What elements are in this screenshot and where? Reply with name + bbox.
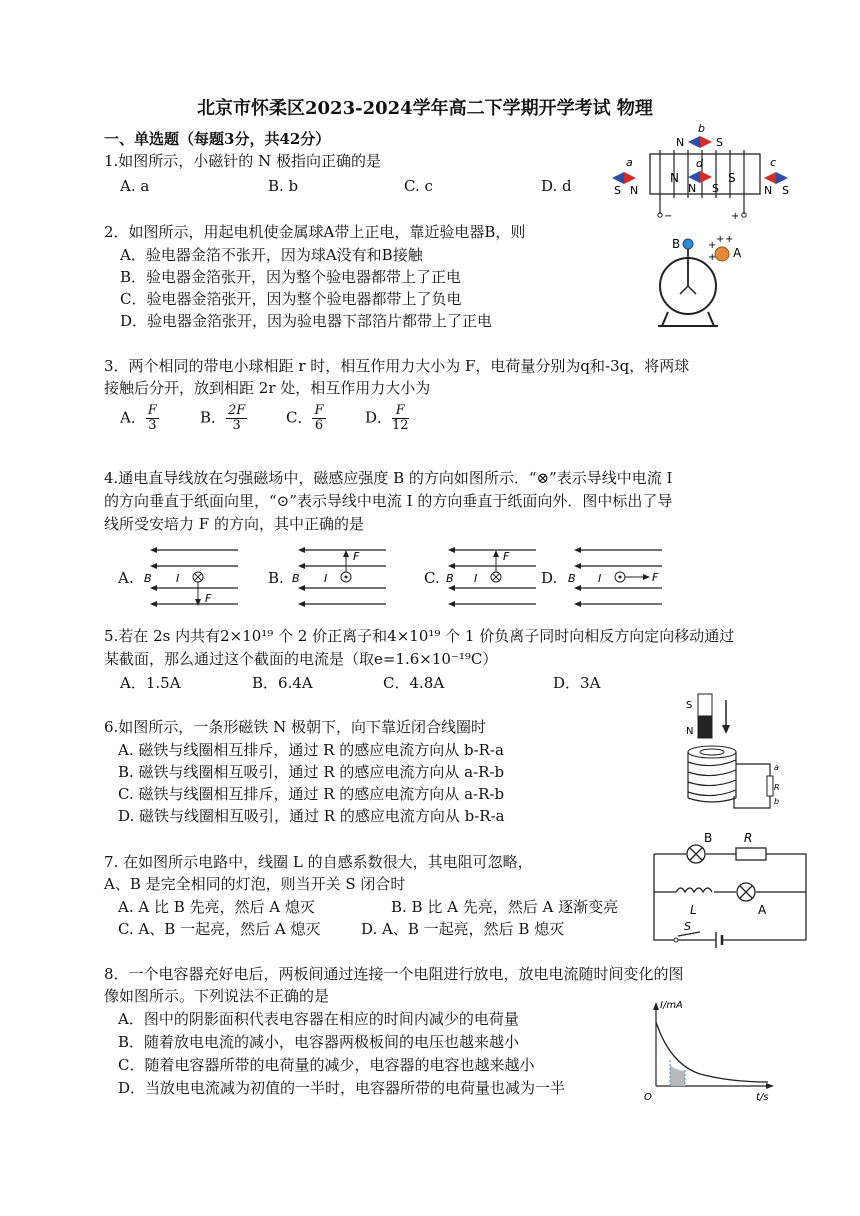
svg-text:b: b: [698, 122, 705, 135]
svg-text:S: S: [684, 920, 691, 933]
svg-text:B: B: [672, 237, 681, 251]
q4-figure-b: [290, 544, 390, 608]
svg-text:B: B: [144, 572, 152, 585]
q7-option-a: A. A 比 B 先亮，然后 A 熄灭: [118, 898, 315, 916]
q3-option-d: D． $\frac{F}{12}$: [365, 403, 409, 433]
svg-text:N: N: [630, 184, 639, 197]
svg-text:I: I: [176, 572, 180, 585]
q3-option-b: B． $\frac{2F}{3}$: [200, 403, 246, 433]
q6-stem: 6.如图所示，一条形磁铁 N 极朝下，向下靠近闭合线圈时: [104, 718, 486, 736]
q7-stem-line2: A、B 是完全相同的灯泡，则当开关 S 闭合时: [104, 875, 406, 893]
q4-figure-a: [142, 544, 242, 608]
q6-option-a: A. 磁铁与线圈相互排斥，通过 R 的感应电流方向从 b-R-a: [118, 741, 504, 759]
svg-text:I: I: [598, 572, 602, 585]
svg-text:S: S: [614, 184, 621, 197]
svg-text:S: S: [728, 171, 736, 185]
q8-option-a: A．图中的阴影面积代表电容器在相应的时间内减少的电荷量: [118, 1010, 519, 1028]
compass-needle-a: [612, 172, 636, 184]
svg-text:F: F: [652, 571, 659, 584]
svg-text:a: a: [626, 156, 633, 169]
svg-text:A: A: [758, 903, 767, 917]
q8-option-c: C．随着电容器所带的电荷量的减少，电容器的电容也越来越小: [118, 1056, 535, 1074]
compass-needle-c: [764, 172, 788, 184]
q4-stem-line1: 4.通电直导线放在匀强磁场中，磁感应强度 B 的方向如图所示．“⊗”表示导线中电流 I: [104, 469, 673, 487]
q4-stem-line3: 线所受安培力 F 的方向，其中正确的是: [104, 515, 364, 533]
svg-text:L: L: [690, 903, 697, 917]
compass-needle-b: [688, 136, 712, 148]
q2-option-c: C．验电器金箔张开，因为整个验电器都带上了负电: [120, 290, 462, 308]
svg-text:F: F: [503, 550, 510, 563]
svg-text:+: +: [708, 240, 717, 251]
svg-text:c: c: [770, 156, 777, 169]
q4-figure-c: [440, 544, 540, 608]
svg-text:+: +: [716, 234, 725, 245]
q6-option-d: D. 磁铁与线圈相互吸引，通过 R 的感应电流方向从 b-R-a: [118, 807, 505, 825]
svg-text:S: S: [686, 700, 693, 711]
svg-text:R: R: [744, 832, 753, 845]
svg-text:B: B: [446, 572, 454, 585]
q2-option-a: A．验电器金箔不张开，因为球A没有和B接触: [120, 246, 423, 264]
q6-magnet-coil-figure: [672, 690, 782, 818]
svg-text:O: O: [644, 1092, 652, 1103]
svg-text:+: +: [725, 234, 734, 245]
q5-stem-line2: 某截面，那么通过这个截面的电流是（取e=1.6×10⁻¹⁹C）: [104, 650, 498, 668]
svg-text:I/mA: I/mA: [660, 1000, 683, 1011]
svg-text:d: d: [696, 157, 703, 170]
svg-text:+: +: [708, 252, 717, 263]
q5-option-a: A．1.5A: [120, 674, 181, 692]
section-heading: 一、单选题（每题3分，共42分）: [104, 130, 331, 148]
svg-text:N: N: [676, 136, 685, 149]
q1-solenoid-figure: [612, 122, 800, 222]
q2-option-d: D．验电器金箔张开，因为验电器下部箔片都带上了正电: [120, 312, 493, 330]
q1-option-a: A. a: [120, 177, 150, 195]
svg-text:B: B: [568, 572, 576, 585]
q3-option-c: C． $\frac{F}{6}$: [286, 403, 324, 433]
q1-fig-plus: +: [731, 211, 740, 222]
q4-stem-line2: 的方向垂直于纸面向里，“⊙”表示导线中电流 I 的方向垂直于纸面向外．图中标出了导: [104, 492, 673, 510]
svg-text:N: N: [688, 182, 697, 195]
q4-option-c-label: C.: [424, 569, 440, 587]
q1-fig-minus: −: [664, 211, 673, 222]
shaded-area: [670, 1064, 685, 1086]
q3-stem-line2: 接触后分开，放到相距 2r 处，相互作用力大小为: [104, 379, 431, 397]
svg-text:N: N: [670, 171, 679, 185]
svg-text:B: B: [292, 572, 300, 585]
q5-option-d: D．3A: [553, 674, 601, 692]
q3-stem-line1: 3．两个相同的带电小球相距 r 时，相互作用力大小为 F，电荷量分别为q和-3q，将两球: [104, 357, 690, 375]
svg-text:F: F: [353, 550, 360, 563]
q1-option-c: C. c: [404, 177, 433, 195]
svg-text:B: B: [704, 832, 713, 845]
q8-stem-line2: 像如图所示。下列说法不正确的是: [104, 987, 330, 1005]
q5-option-b: B．6.4A: [252, 674, 313, 692]
q2-option-b: B．验电器金箔张开，因为整个验电器都带上了正电: [120, 268, 462, 286]
q3-option-a: A． $\frac{F}{3}$: [120, 403, 157, 433]
q7-circuit-figure: [648, 832, 812, 948]
q5-option-c: C．4.8A: [383, 674, 445, 692]
page-title: 北京市怀柔区2023-2024学年高二下学期开学考试 物理: [197, 98, 653, 119]
svg-text:A: A: [733, 246, 742, 260]
svg-text:t/s: t/s: [756, 1092, 769, 1103]
svg-text:R: R: [774, 783, 780, 792]
svg-text:N: N: [764, 184, 773, 197]
svg-text:I: I: [474, 572, 478, 585]
q6-option-c: C. 磁铁与线圈相互排斥，通过 R 的感应电流方向从 a-R-b: [118, 785, 505, 803]
q1-stem: 1.如图所示，小磁针的 N 极指向正确的是: [104, 152, 381, 170]
q5-stem-line1: 5.若在 2s 内共有2×10¹⁹ 个 2 价正离子和4×10¹⁹ 个 1 价负离子同时向相反方向定向移动通过: [104, 627, 735, 645]
q8-option-d: D．当放电电流减为初值的一半时，电容器所带的电荷量也减为一半: [118, 1079, 566, 1097]
svg-text:S: S: [716, 136, 723, 149]
q4-figure-d: [566, 544, 670, 608]
svg-text:b: b: [774, 797, 780, 806]
svg-text:a: a: [774, 763, 779, 772]
svg-text:S: S: [712, 182, 719, 195]
q7-option-b: B. B 比 A 先亮，然后 A 逐渐变亮: [391, 898, 619, 916]
q7-stem-line1: 7. 在如图所示电路中，线圈 L 的自感系数很大，其电阻可忽略，: [104, 853, 533, 871]
q4-option-b-label: B.: [268, 569, 284, 587]
q7-option-c: C. A、B 一起亮，然后 A 熄灭: [118, 920, 321, 938]
q8-option-b: B．随着放电电流的减小，电容器两极板间的电压也越来越小: [118, 1033, 520, 1051]
q7-option-d: D. A、B 一起亮，然后 B 熄灭: [361, 920, 565, 938]
q2-electroscope-figure: [650, 230, 760, 330]
q6-option-b: B. 磁铁与线圈相互吸引，通过 R 的感应电流方向从 a-R-b: [118, 763, 505, 781]
q4-option-a-label: A.: [118, 569, 134, 587]
q2-stem: 2．如图所示，用起电机使金属球A带上正电，靠近验电器B，则: [104, 223, 526, 241]
q1-option-d: D. d: [541, 177, 572, 195]
svg-text:N: N: [686, 726, 694, 737]
q8-stem-line1: 8．一个电容器充好电后，两板间通过连接一个电阻进行放电，放电电流随时间变化的图: [104, 965, 684, 983]
svg-text:I: I: [324, 572, 328, 585]
svg-text:F: F: [205, 592, 212, 605]
q1-option-b: B. b: [268, 177, 299, 195]
svg-text:S: S: [782, 184, 789, 197]
q4-option-d-label: D.: [541, 569, 558, 587]
q8-discharge-graph: [640, 994, 780, 1104]
